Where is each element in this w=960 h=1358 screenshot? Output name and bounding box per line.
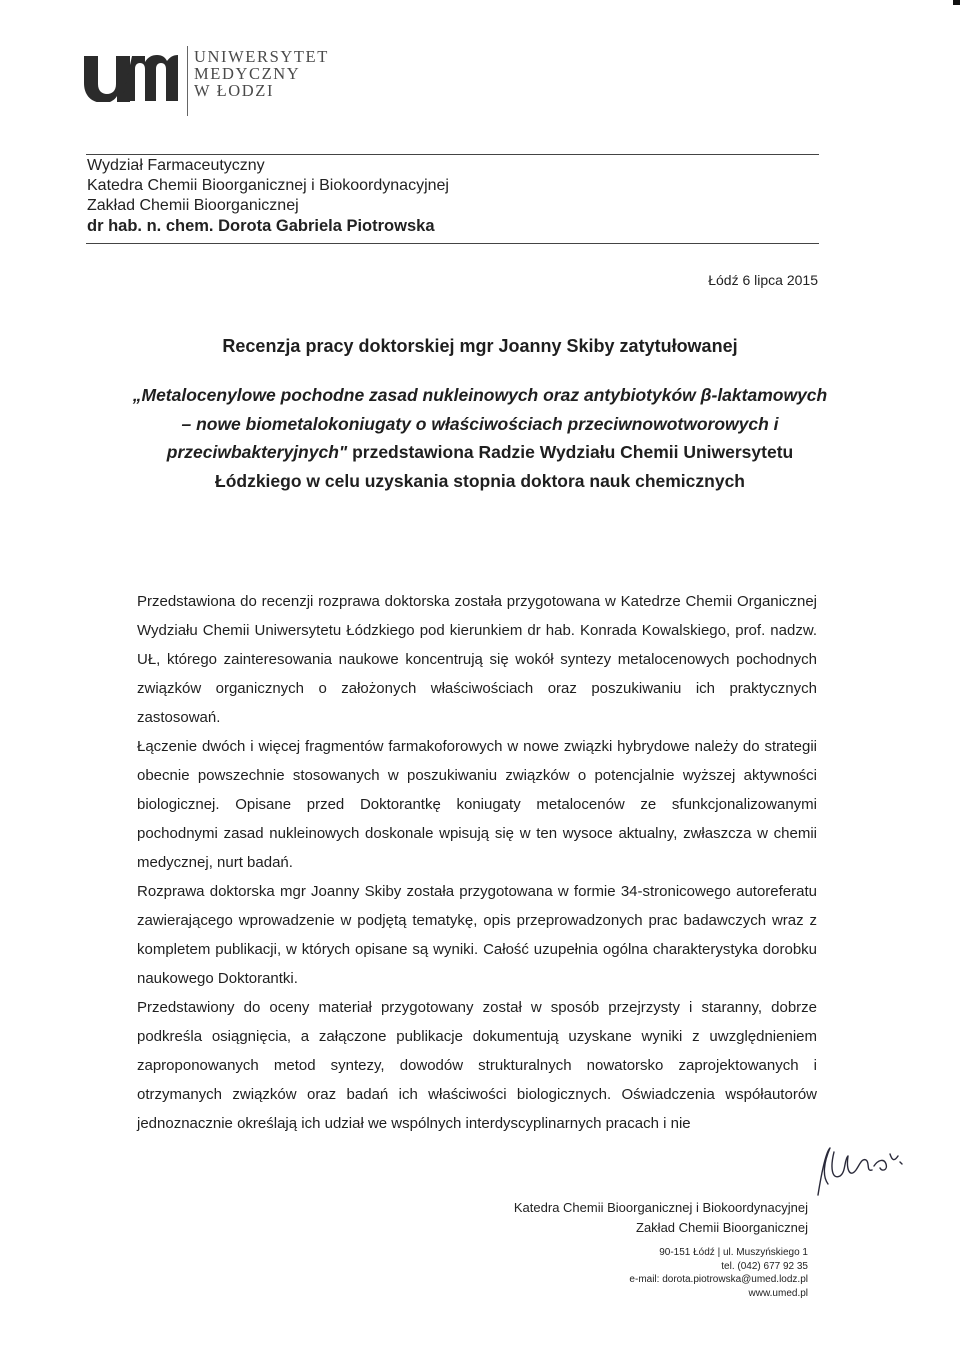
header-rule-bottom: [86, 243, 819, 244]
footer-phone: tel. (042) 677 92 35: [721, 1260, 808, 1272]
thesis-title-italic: „Metalocenylowe pochodne zasad nukleinowych oraz antybiotyków β-laktamowych – nowe biometalokoniugaty o właściwościach przeciwnowotworowych i przeciwbakteryjnych": [132, 385, 828, 462]
paragraph: Rozprawa doktorska mgr Joanny Skiby została przygotowana w formie 34-stronicowego autoreferatu zawierającego wprowadzenie w podjętą tematykę, opis przeprowadzonych prac badawczych wraz z kompletem publikacji, w których opisane są wyniki. Całość uzupełnia ogólna charakterystyka dorobku naukowego Doktorantki.: [137, 883, 817, 987]
footer-chair: Katedra Chemii Bioorganicznej i Biokoordynacyjnej: [513, 1200, 808, 1215]
department-name: Zakład Chemii Bioorganicznej: [87, 197, 299, 214]
review-body: [137, 587, 817, 1138]
thesis-title: [130, 381, 830, 495]
footer-email: e-mail: dorota.piotrowska@umed.lodz.pl: [629, 1274, 808, 1285]
handwritten-signature: [800, 1140, 910, 1200]
author-name: dr hab. n. chem. Dorota Gabriela Piotrowska: [87, 217, 435, 235]
paragraph: Przedstawiony do oceny materiał przygotowany został w sposób przejrzysty i staranny, dobrze podkreśla osiągnięcia, a załączone publikacje dokumentują uzyskane wyniki z uwzględnieniem zaproponowanych metod syntezy, dowodów strukturalnych nowatorsko zaprojektowanych i otrzymanych związków oraz badań ich właściwości biologicznych. Oświadczenia współautorów jednoznacznie określają ich udział we wspólnych interdyscyplinarnych pracach i nie: [137, 999, 817, 1132]
footer-website: www.umed.pl: [748, 1287, 808, 1299]
review-title: Recenzja pracy doktorskiej mgr Joanny Skiby zatytułowanej: [222, 336, 738, 356]
um-logo-mark: [82, 52, 178, 102]
university-logo: [82, 46, 342, 118]
paragraph: Łączenie dwóch i więcej fragmentów farmakoforowych w nowe związki hybrydowe należy do strategii obecnie powszechnie stosowanych w poszukiwaniu związków o potencjalnie wyższej aktywności biologicznej. Opisane przed Doktorantkę koniugaty metalocenów ze sfunkcjonalizowanymi pochodnymi zasad nukleinowych doskonale wpisują się w ten wysoce aktualny, zwłaszcza w chemii medycznej, nurt badań.: [137, 738, 817, 871]
paragraph: Przedstawiona do recenzji rozprawa doktorska została przygotowana w Katedrze Chemii Organicznej Wydziału Chemii Uniwersytetu Łódzkiego pod kierunkiem dr hab. Konrada Kowalskiego, prof. nadzw. UŁ, którego zainteresowania naukowe koncentrują się wokół syntezy metalocenowych pochodnych związków organicznych o założonych właściwościach oraz poszukiwaniu ich praktycznych zastosowań.: [137, 593, 817, 726]
logo-wordmark: [194, 48, 329, 99]
logo-line: W ŁODZI: [194, 81, 275, 100]
faculty-name: Wydział Farmaceutyczny: [87, 157, 265, 174]
chair-name: Katedra Chemii Bioorganicznej i Biokoordynacyjnej: [87, 177, 449, 194]
logo-line: UNIWERSYTET: [194, 47, 329, 66]
document-date: Łódź 6 lipca 2015: [708, 272, 818, 288]
thesis-title-rest: przedstawiona Radzie Wydziału Chemii Uniwersytetu Łódzkiego w celu uzyskania stopnia doktora nauk chemicznych: [215, 442, 794, 491]
logo-divider: [187, 46, 188, 116]
header-rule-top: [86, 154, 819, 155]
footer-address: 90-151 Łódź | ul. Muszyńskiego 1: [659, 1247, 808, 1258]
footer-department: Zakład Chemii Bioorganicznej: [636, 1220, 808, 1235]
department-header: [87, 156, 449, 236]
footer-institution: [514, 1198, 808, 1238]
footer-contact: [629, 1246, 808, 1300]
logo-line: MEDYCZNY: [194, 64, 301, 83]
corner-mark: [953, 0, 960, 5]
